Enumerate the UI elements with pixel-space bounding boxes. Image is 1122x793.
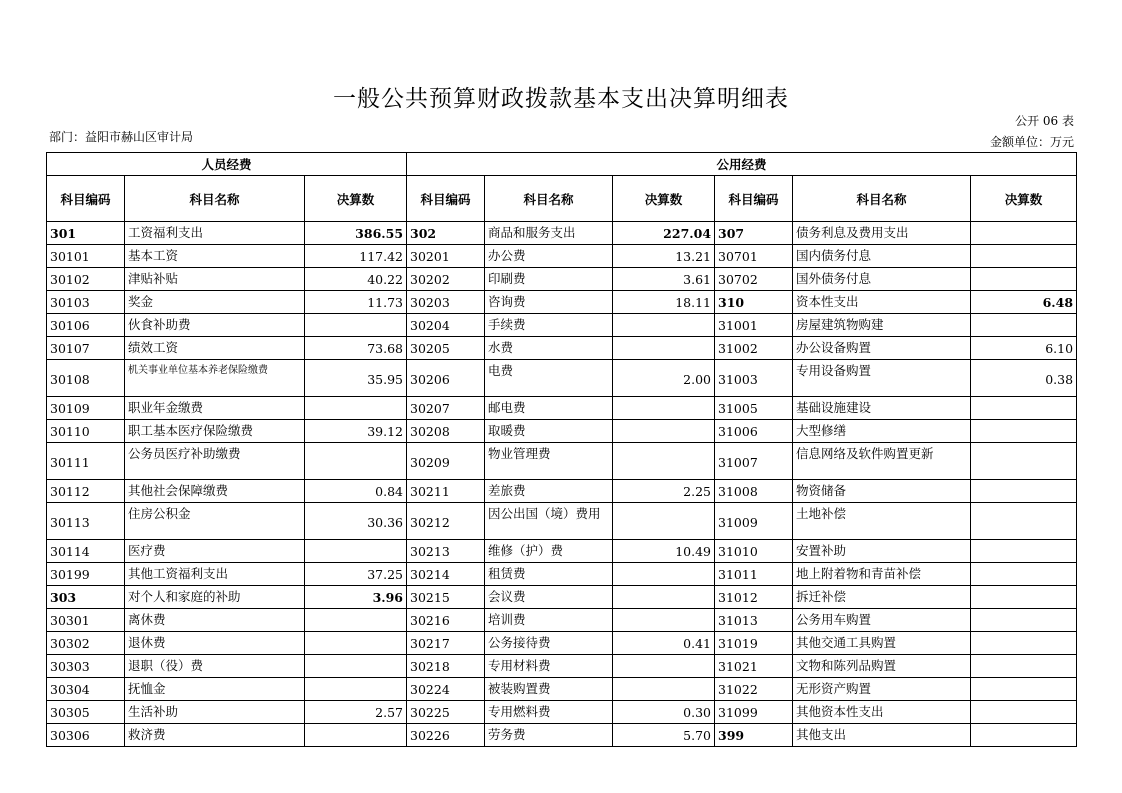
subject-code: 31011 — [715, 563, 793, 586]
subject-code: 30303 — [47, 655, 125, 678]
final-amount — [613, 609, 715, 632]
subject-code: 30206 — [407, 360, 485, 397]
subject-code: 31010 — [715, 540, 793, 563]
subject-code: 31019 — [715, 632, 793, 655]
subject-code: 30225 — [407, 701, 485, 724]
subject-code: 30201 — [407, 245, 485, 268]
amount-unit-label: 金额单位：万元 — [989, 135, 1074, 149]
final-amount — [305, 314, 407, 337]
table-row — [47, 291, 1077, 314]
subject-name: 被装购置费 — [485, 678, 613, 701]
subject-name: 职业年金缴费 — [125, 397, 305, 420]
table-row — [47, 337, 1077, 360]
final-amount: 0.30 — [613, 701, 715, 724]
subject-name: 国外债务付息 — [793, 268, 971, 291]
subject-code: 30218 — [407, 655, 485, 678]
col-header-code: 科目编码 — [407, 176, 485, 222]
subject-code: 30306 — [47, 724, 125, 747]
subject-code: 31001 — [715, 314, 793, 337]
subject-code: 30216 — [407, 609, 485, 632]
subject-code: 301 — [47, 222, 125, 245]
final-amount — [971, 678, 1077, 701]
subject-name: 邮电费 — [485, 397, 613, 420]
subject-code: 30204 — [407, 314, 485, 337]
subject-code: 31021 — [715, 655, 793, 678]
final-amount: 386.55 — [305, 222, 407, 245]
subject-code: 31009 — [715, 503, 793, 540]
subject-name: 工资福利支出 — [125, 222, 305, 245]
subject-name: 伙食补助费 — [125, 314, 305, 337]
subject-name: 国内债务付息 — [793, 245, 971, 268]
final-amount: 2.00 — [613, 360, 715, 397]
col-header-name: 科目名称 — [793, 176, 971, 222]
subject-name: 维修（护）费 — [485, 540, 613, 563]
table-row — [47, 655, 1077, 678]
table-row — [47, 632, 1077, 655]
subject-name: 专用燃料费 — [485, 701, 613, 724]
subject-code: 303 — [47, 586, 125, 609]
group-header-personnel: 人员经费 — [47, 153, 407, 176]
final-amount: 5.70 — [613, 724, 715, 747]
subject-name: 电费 — [485, 360, 613, 397]
subject-name: 因公出国（境）费用 — [485, 503, 613, 540]
final-amount — [971, 632, 1077, 655]
subject-code: 30103 — [47, 291, 125, 314]
subject-name: 抚恤金 — [125, 678, 305, 701]
subject-code: 30701 — [715, 245, 793, 268]
final-amount — [971, 443, 1077, 480]
subject-name: 印刷费 — [485, 268, 613, 291]
subject-name: 土地补偿 — [793, 503, 971, 540]
final-amount: 39.12 — [305, 420, 407, 443]
subject-name: 取暖费 — [485, 420, 613, 443]
final-amount: 0.38 — [971, 360, 1077, 397]
subject-name: 办公费 — [485, 245, 613, 268]
final-amount — [613, 314, 715, 337]
col-header-code: 科目编码 — [47, 176, 125, 222]
table-row — [47, 268, 1077, 291]
subject-name: 咨询费 — [485, 291, 613, 314]
final-amount — [613, 420, 715, 443]
subject-name: 水费 — [485, 337, 613, 360]
final-amount — [971, 701, 1077, 724]
page-title: 一般公共预算财政拨款基本支出决算明细表 — [333, 86, 789, 112]
subject-name: 专用设备购置 — [793, 360, 971, 397]
subject-name: 退职（役）费 — [125, 655, 305, 678]
final-amount — [971, 268, 1077, 291]
final-amount: 6.48 — [971, 291, 1077, 314]
final-amount — [971, 586, 1077, 609]
subject-name: 奖金 — [125, 291, 305, 314]
subject-name: 差旅费 — [485, 480, 613, 503]
subject-code: 30211 — [407, 480, 485, 503]
subject-code: 31099 — [715, 701, 793, 724]
final-amount — [305, 632, 407, 655]
final-amount — [305, 540, 407, 563]
final-amount — [971, 420, 1077, 443]
subject-code: 30214 — [407, 563, 485, 586]
subject-code: 31022 — [715, 678, 793, 701]
subject-code: 30302 — [47, 632, 125, 655]
table-row — [47, 245, 1077, 268]
subject-name: 公务接待费 — [485, 632, 613, 655]
subject-code: 30111 — [47, 443, 125, 480]
final-amount — [613, 586, 715, 609]
final-amount — [971, 503, 1077, 540]
subject-code: 30114 — [47, 540, 125, 563]
subject-code: 30213 — [407, 540, 485, 563]
subject-code: 399 — [715, 724, 793, 747]
subject-name: 公务员医疗补助缴费 — [125, 443, 305, 480]
subject-code: 31007 — [715, 443, 793, 480]
department-label: 部门：益阳市赫山区审计局 — [49, 130, 194, 144]
final-amount: 35.95 — [305, 360, 407, 397]
final-amount — [305, 655, 407, 678]
subject-code: 30107 — [47, 337, 125, 360]
subject-code: 30109 — [47, 397, 125, 420]
subject-name: 其他支出 — [793, 724, 971, 747]
subject-name: 债务利息及费用支出 — [793, 222, 971, 245]
table-row — [47, 724, 1077, 747]
final-amount: 227.04 — [613, 222, 715, 245]
subject-name: 无形资产购置 — [793, 678, 971, 701]
final-amount: 0.41 — [613, 632, 715, 655]
subject-code: 302 — [407, 222, 485, 245]
final-amount — [305, 443, 407, 480]
final-amount — [971, 540, 1077, 563]
subject-name: 拆迁补偿 — [793, 586, 971, 609]
final-amount: 2.25 — [613, 480, 715, 503]
final-amount — [971, 397, 1077, 420]
subject-code: 31002 — [715, 337, 793, 360]
subject-code: 31012 — [715, 586, 793, 609]
subject-code: 30217 — [407, 632, 485, 655]
final-amount: 13.21 — [613, 245, 715, 268]
subject-code: 30224 — [407, 678, 485, 701]
final-amount — [971, 609, 1077, 632]
subject-name: 文物和陈列品购置 — [793, 655, 971, 678]
final-amount: 2.57 — [305, 701, 407, 724]
table-row — [47, 222, 1077, 245]
table-row — [47, 586, 1077, 609]
subject-code: 30108 — [47, 360, 125, 397]
subject-name: 手续费 — [485, 314, 613, 337]
subject-name: 信息网络及软件购置更新 — [793, 443, 971, 480]
col-header-amount: 决算数 — [305, 176, 407, 222]
final-amount: 30.36 — [305, 503, 407, 540]
subject-code: 31003 — [715, 360, 793, 397]
subject-code: 30208 — [407, 420, 485, 443]
final-amount — [971, 655, 1077, 678]
final-amount — [971, 724, 1077, 747]
table-row — [47, 503, 1077, 540]
subject-code: 30106 — [47, 314, 125, 337]
table-row — [47, 540, 1077, 563]
final-amount — [971, 314, 1077, 337]
final-amount — [971, 563, 1077, 586]
col-header-code: 科目编码 — [715, 176, 793, 222]
subject-name: 大型修缮 — [793, 420, 971, 443]
subject-code: 30205 — [407, 337, 485, 360]
subject-code: 30110 — [47, 420, 125, 443]
final-amount — [613, 503, 715, 540]
table-row — [47, 609, 1077, 632]
form-number: 公开 06 表 — [1015, 114, 1074, 128]
final-amount: 6.10 — [971, 337, 1077, 360]
final-amount: 73.68 — [305, 337, 407, 360]
subject-name: 机关事业单位基本养老保险缴费 — [125, 360, 305, 397]
subject-name: 基础设施建设 — [793, 397, 971, 420]
subject-code: 30113 — [47, 503, 125, 540]
subject-name: 会议费 — [485, 586, 613, 609]
subject-code: 30215 — [407, 586, 485, 609]
final-amount: 10.49 — [613, 540, 715, 563]
subject-name: 其他交通工具购置 — [793, 632, 971, 655]
final-amount: 3.96 — [305, 586, 407, 609]
subject-code: 30212 — [407, 503, 485, 540]
subject-name: 安置补助 — [793, 540, 971, 563]
subject-code: 310 — [715, 291, 793, 314]
subject-name: 资本性支出 — [793, 291, 971, 314]
subject-name: 基本工资 — [125, 245, 305, 268]
final-amount — [613, 443, 715, 480]
col-header-amount: 决算数 — [971, 176, 1077, 222]
subject-code: 30203 — [407, 291, 485, 314]
expenditure-table — [46, 152, 1077, 747]
subject-code: 30202 — [407, 268, 485, 291]
table-row — [47, 397, 1077, 420]
col-header-name: 科目名称 — [485, 176, 613, 222]
final-amount — [305, 397, 407, 420]
final-amount: 0.84 — [305, 480, 407, 503]
subject-name: 房屋建筑物购建 — [793, 314, 971, 337]
subject-name: 租赁费 — [485, 563, 613, 586]
final-amount — [305, 609, 407, 632]
subject-name: 其他工资福利支出 — [125, 563, 305, 586]
subject-name: 地上附着物和青苗补偿 — [793, 563, 971, 586]
table-row — [47, 314, 1077, 337]
table-row — [47, 678, 1077, 701]
subject-code: 30305 — [47, 701, 125, 724]
final-amount — [971, 245, 1077, 268]
final-amount: 18.11 — [613, 291, 715, 314]
table-row — [47, 443, 1077, 480]
subject-name: 物业管理费 — [485, 443, 613, 480]
table-row — [47, 360, 1077, 397]
subject-code: 31013 — [715, 609, 793, 632]
final-amount: 3.61 — [613, 268, 715, 291]
subject-name: 住房公积金 — [125, 503, 305, 540]
subject-name: 其他资本性支出 — [793, 701, 971, 724]
final-amount: 40.22 — [305, 268, 407, 291]
final-amount — [613, 397, 715, 420]
final-amount — [971, 480, 1077, 503]
subject-name: 培训费 — [485, 609, 613, 632]
subject-code: 30209 — [407, 443, 485, 480]
subject-code: 30702 — [715, 268, 793, 291]
final-amount: 37.25 — [305, 563, 407, 586]
final-amount — [613, 678, 715, 701]
subject-name: 救济费 — [125, 724, 305, 747]
group-header-row — [47, 153, 1077, 176]
subject-name: 对个人和家庭的补助 — [125, 586, 305, 609]
subject-name: 物资储备 — [793, 480, 971, 503]
final-amount — [305, 678, 407, 701]
table-row — [47, 480, 1077, 503]
subject-name: 津贴补贴 — [125, 268, 305, 291]
subject-name: 劳务费 — [485, 724, 613, 747]
column-header-row — [47, 176, 1077, 222]
col-header-amount: 决算数 — [613, 176, 715, 222]
subject-code: 30102 — [47, 268, 125, 291]
subject-name: 公务用车购置 — [793, 609, 971, 632]
final-amount — [613, 655, 715, 678]
table-row — [47, 420, 1077, 443]
subject-name: 医疗费 — [125, 540, 305, 563]
subject-name: 专用材料费 — [485, 655, 613, 678]
subject-name: 生活补助 — [125, 701, 305, 724]
table-row — [47, 563, 1077, 586]
subject-code: 31005 — [715, 397, 793, 420]
subject-name: 退休费 — [125, 632, 305, 655]
final-amount — [971, 222, 1077, 245]
subject-name: 其他社会保障缴费 — [125, 480, 305, 503]
final-amount — [613, 337, 715, 360]
subject-code: 30226 — [407, 724, 485, 747]
final-amount — [613, 563, 715, 586]
subject-name: 商品和服务支出 — [485, 222, 613, 245]
group-header-public: 公用经费 — [407, 153, 1077, 176]
final-amount — [305, 724, 407, 747]
subject-code: 30304 — [47, 678, 125, 701]
subject-code: 30101 — [47, 245, 125, 268]
subject-code: 30199 — [47, 563, 125, 586]
subject-code: 30207 — [407, 397, 485, 420]
subject-code: 307 — [715, 222, 793, 245]
final-amount: 11.73 — [305, 291, 407, 314]
subject-name: 绩效工资 — [125, 337, 305, 360]
subject-code: 30301 — [47, 609, 125, 632]
subject-code: 31008 — [715, 480, 793, 503]
subject-name: 离休费 — [125, 609, 305, 632]
subject-code: 30112 — [47, 480, 125, 503]
subject-name: 职工基本医疗保险缴费 — [125, 420, 305, 443]
table-row — [47, 701, 1077, 724]
col-header-name: 科目名称 — [125, 176, 305, 222]
subject-code: 31006 — [715, 420, 793, 443]
subject-name: 办公设备购置 — [793, 337, 971, 360]
final-amount: 117.42 — [305, 245, 407, 268]
